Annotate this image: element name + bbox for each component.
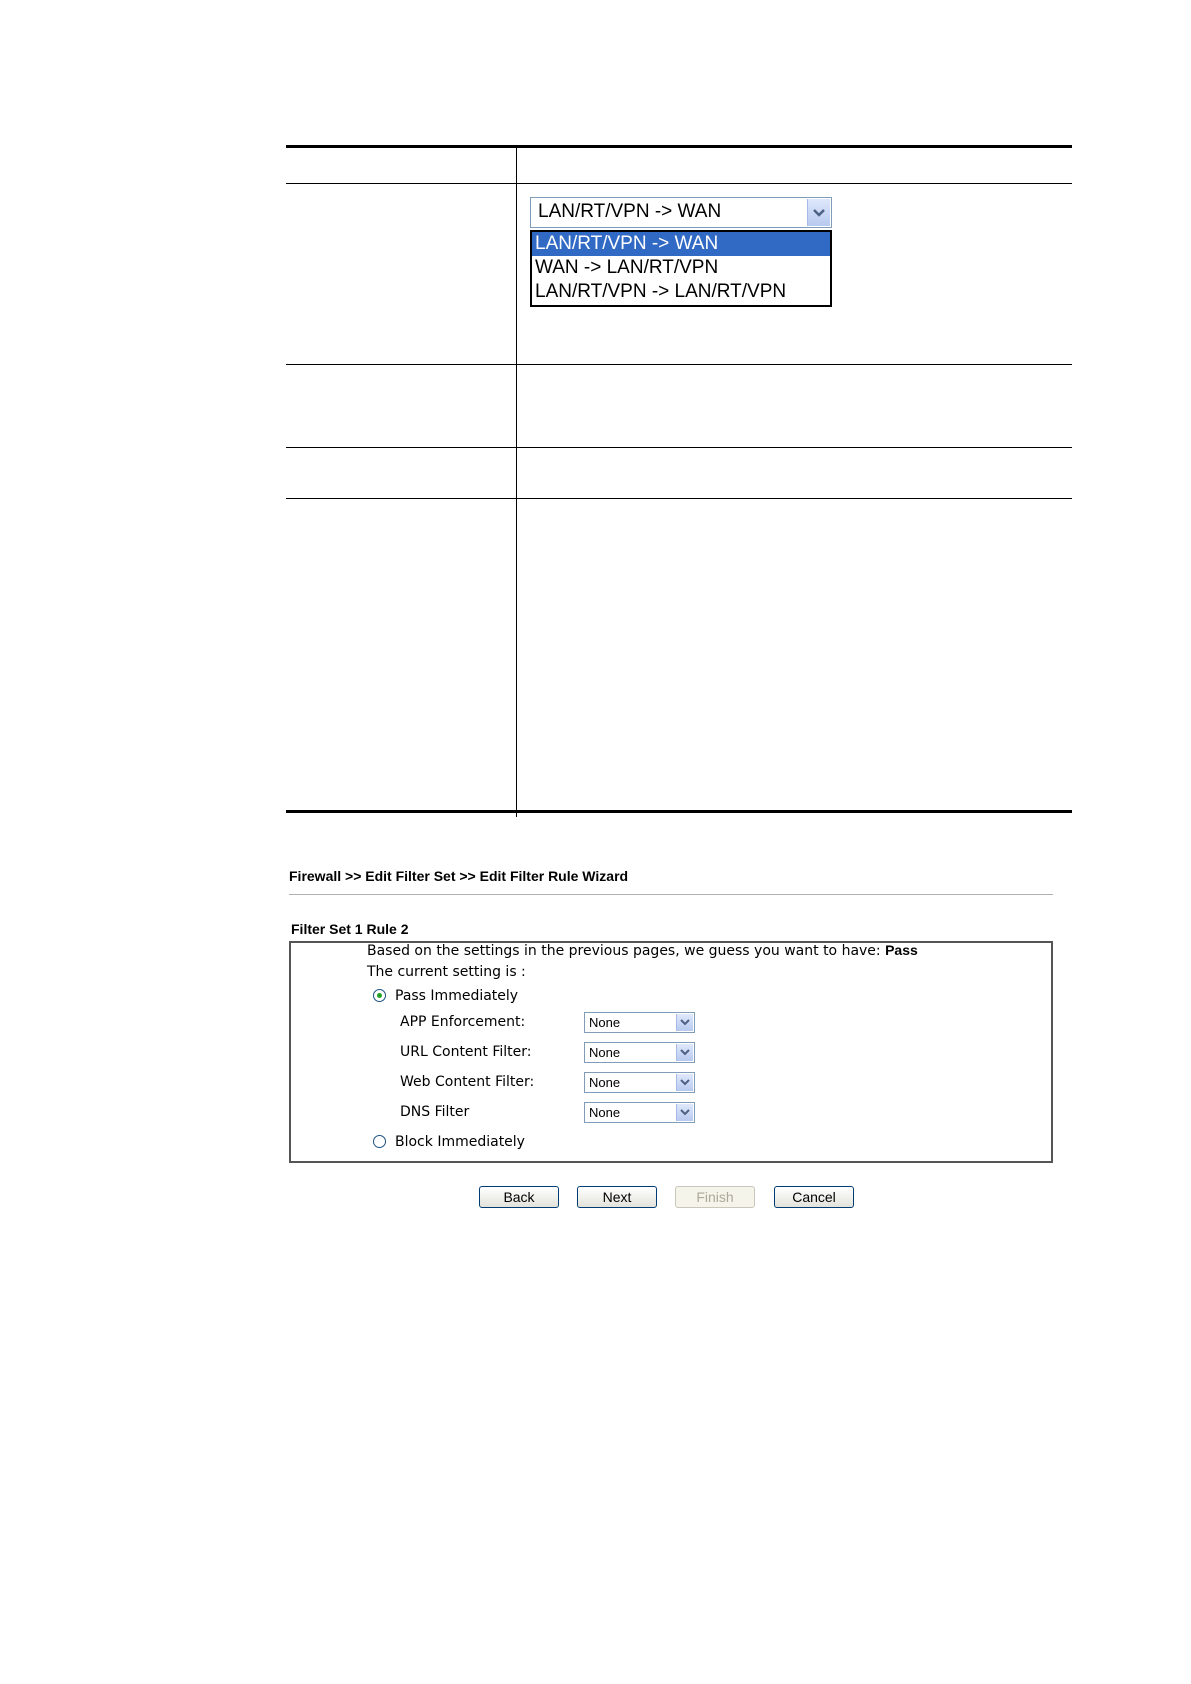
url-content-filter-value: None: [589, 1045, 621, 1060]
guess-value: Pass: [885, 942, 918, 958]
table-row-divider: [286, 498, 1072, 499]
direction-dropdown-list: [530, 230, 832, 307]
chevron-down-icon[interactable]: [676, 1074, 693, 1091]
direction-option[interactable]: LAN/RT/VPN -> LAN/RT/VPN: [535, 281, 787, 302]
current-setting-label: The current setting is :: [367, 964, 526, 980]
direction-option[interactable]: LAN/RT/VPN -> WAN: [532, 232, 830, 256]
radio-selected-dot: [377, 993, 382, 998]
chevron-down-icon[interactable]: [676, 1104, 693, 1121]
rule-title: Filter Set 1 Rule 2: [291, 921, 409, 937]
app-enforcement-value: None: [589, 1015, 621, 1030]
chevron-down-icon[interactable]: [676, 1014, 693, 1031]
table-bottom-border: [286, 810, 1072, 813]
url-content-filter-select[interactable]: [584, 1042, 695, 1063]
next-button[interactable]: Next: [577, 1186, 657, 1208]
table-top-border: [286, 145, 1072, 148]
chevron-down-icon[interactable]: [676, 1044, 693, 1061]
breadcrumb: Firewall >> Edit Filter Set >> Edit Filter Rule Wizard: [289, 868, 629, 884]
app-enforcement-label: APP Enforcement:: [400, 1014, 526, 1030]
pass-immediately-radio[interactable]: [373, 989, 386, 1002]
web-content-filter-label: Web Content Filter:: [400, 1074, 535, 1090]
breadcrumb-divider: [289, 894, 1053, 895]
table-column-divider: [516, 146, 517, 817]
dns-filter-select[interactable]: [584, 1102, 695, 1123]
url-content-filter-label: URL Content Filter:: [400, 1044, 532, 1060]
web-content-filter-select[interactable]: [584, 1072, 695, 1093]
table-row-divider: [286, 364, 1072, 365]
direction-select-value: LAN/RT/VPN -> WAN: [538, 201, 722, 222]
web-content-filter-value: None: [589, 1075, 621, 1090]
table-row-divider: [286, 447, 1072, 448]
block-immediately-label: Block Immediately: [395, 1134, 525, 1150]
dns-filter-value: None: [589, 1105, 621, 1120]
guess-text: [367, 942, 918, 959]
direction-option[interactable]: WAN -> LAN/RT/VPN: [535, 257, 719, 278]
direction-select[interactable]: [530, 197, 832, 228]
pass-immediately-label: Pass Immediately: [395, 988, 519, 1004]
guess-label: Based on the settings in the previous pages, we guess you want to have:: [367, 943, 881, 959]
dns-filter-label: DNS Filter: [400, 1104, 470, 1120]
finish-button[interactable]: Finish: [675, 1186, 755, 1208]
cancel-button[interactable]: Cancel: [774, 1186, 854, 1208]
block-immediately-radio[interactable]: [373, 1135, 386, 1148]
chevron-down-icon[interactable]: [807, 199, 830, 226]
back-button[interactable]: Back: [479, 1186, 559, 1208]
table-header-divider: [286, 183, 1072, 184]
app-enforcement-select[interactable]: [584, 1012, 695, 1033]
